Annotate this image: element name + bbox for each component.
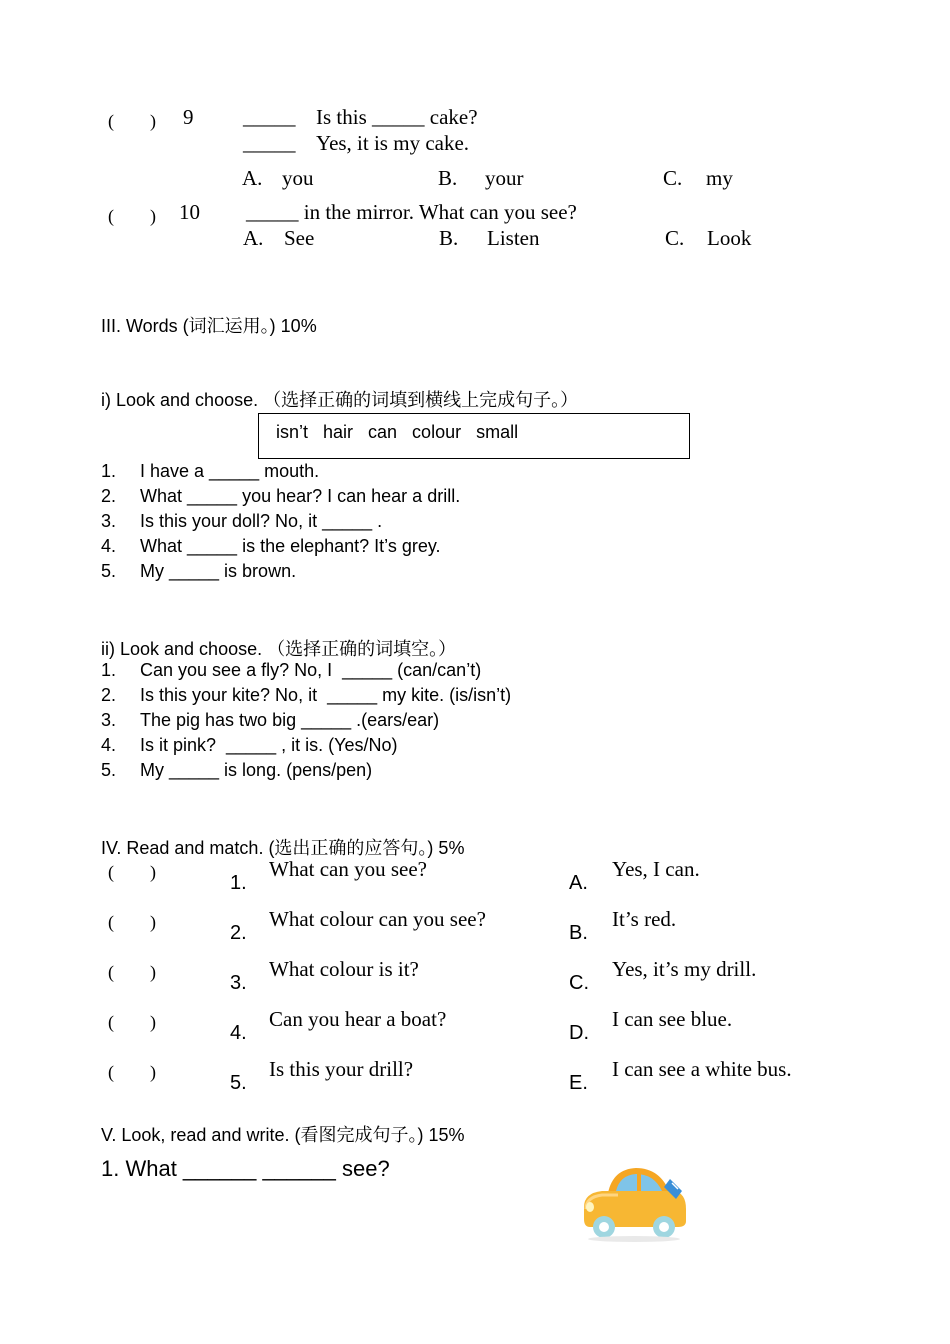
q10-line: _____ in the mirror. What can you see? (246, 200, 577, 224)
q10-option-c-label: C. (665, 226, 685, 250)
match-answer-label-d: D. (569, 1022, 589, 1044)
match-paren-5[interactable]: ( ) (108, 1062, 156, 1082)
match-question-5: Is this your drill? (269, 1057, 414, 1081)
section-3-title: III. Words (词汇运用。) 10% (101, 316, 317, 336)
match-answer-a: Yes, I can. (612, 857, 700, 881)
part-ii-item-5: My _____ is long. (pens/pen) (140, 760, 373, 780)
part-ii-number-2: 2. (101, 685, 117, 705)
part-ii-number-4: 4. (101, 735, 117, 755)
match-number-2: 2. (230, 922, 247, 944)
q10-option-b: Listen (487, 226, 540, 250)
match-answer-b: It’s red. (612, 907, 677, 931)
part-i-item-5: My _____ is brown. (140, 561, 297, 581)
match-number-4: 4. (230, 1022, 247, 1044)
part-ii-item-1: Can you see a fly? No, I _____ (can/can’t) (140, 660, 482, 680)
blank-speaker-2[interactable]: _____ (243, 131, 296, 155)
section-5-title: V. Look, read and write. (看图完成句子。) 15% (101, 1125, 465, 1145)
match-question-2: What colour can you see? (269, 907, 486, 931)
part-ii-item-4: Is it pink? _____ , it is. (Yes/No) (140, 735, 398, 755)
q9-option-a: you (282, 166, 314, 190)
q10-option-a: See (284, 226, 315, 250)
match-answer-c: Yes, it’s my drill. (612, 957, 757, 981)
part-i-item-4: What _____ is the elephant? It’s grey. (140, 536, 441, 556)
part-i-item-3: Is this your doll? No, it _____ . (140, 511, 383, 531)
part-ii-number-5: 5. (101, 760, 117, 780)
part-ii-number-3: 3. (101, 710, 117, 730)
match-answer-label-b: B. (569, 922, 588, 944)
word-bank: isn’t hair can colour small (276, 422, 519, 442)
q9-option-b: your (485, 166, 524, 190)
match-answer-d: I can see blue. (612, 1007, 733, 1031)
part-ii-item-3: The pig has two big _____ .(ears/ear) (140, 710, 440, 730)
part-ii-number-1: 1. (101, 660, 117, 680)
match-paren-1[interactable]: ( ) (108, 862, 156, 882)
question-number-10: 10 (179, 200, 200, 224)
match-question-1: What can you see? (269, 857, 428, 881)
q9-option-b-label: B. (438, 166, 458, 190)
blank-speaker-1[interactable]: _____ (243, 105, 296, 129)
part-i-number-5: 5. (101, 561, 117, 581)
part-ii-item-2: Is this your kite? No, it _____ my kite. (is/isn’t) (140, 685, 512, 705)
match-number-5: 5. (230, 1072, 247, 1094)
q9-option-c-label: C. (663, 166, 683, 190)
part-i-item-2: What _____ you hear? I can hear a drill. (140, 486, 461, 506)
part-i-number-4: 4. (101, 536, 117, 556)
question-number-9: 9 (183, 105, 194, 129)
q9-line-2: Yes, it is my cake. (316, 131, 470, 155)
orange-car-icon (570, 1145, 682, 1225)
match-paren-3[interactable]: ( ) (108, 962, 156, 982)
q9-option-a-label: A. (242, 166, 263, 190)
match-number-3: 3. (230, 972, 247, 994)
q10-option-c: Look (707, 226, 752, 250)
q9-option-c: my (706, 166, 733, 190)
match-paren-2[interactable]: ( ) (108, 912, 156, 932)
part-i-number-2: 2. (101, 486, 117, 506)
part-i-title: i) Look and choose. （选择正确的词填到横线上完成句子。） (101, 390, 579, 410)
section-5-question-1: 1. What ______ ______ see? (101, 1156, 390, 1181)
match-question-3: What colour is it? (269, 957, 419, 981)
q10-option-b-label: B. (439, 226, 459, 250)
answer-paren-9[interactable]: ( ) (108, 111, 156, 131)
answer-paren-10[interactable]: ( ) (108, 206, 156, 226)
section-4-title: IV. Read and match. (选出正确的应答句。) 5% (101, 838, 465, 858)
match-answer-e: I can see a white bus. (612, 1057, 792, 1081)
q10-option-a-label: A. (243, 226, 264, 250)
part-ii-title: ii) Look and choose. （选择正确的词填空。） (101, 639, 457, 659)
match-question-4: Can you hear a boat? (269, 1007, 447, 1031)
match-answer-label-c: C. (569, 972, 589, 994)
q9-line-1: Is this _____ cake? (316, 105, 478, 129)
match-paren-4[interactable]: ( ) (108, 1012, 156, 1032)
match-answer-label-a: A. (569, 872, 588, 894)
part-i-number-1: 1. (101, 461, 117, 481)
match-number-1: 1. (230, 872, 247, 894)
match-answer-label-e: E. (569, 1072, 588, 1094)
part-i-item-1: I have a _____ mouth. (140, 461, 320, 481)
part-i-number-3: 3. (101, 511, 117, 531)
